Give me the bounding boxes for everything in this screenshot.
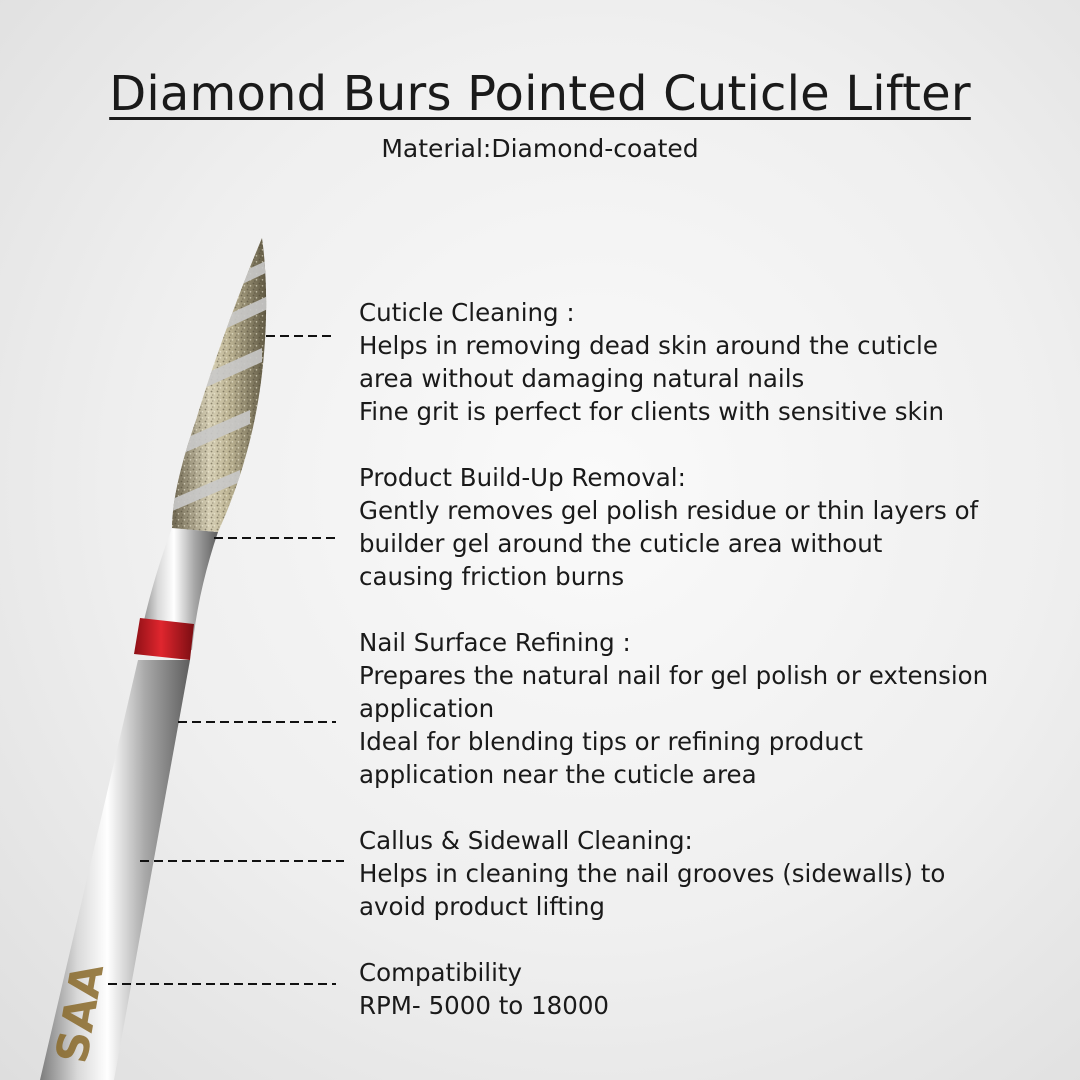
feature-line: area without damaging natural nails: [359, 364, 805, 393]
bur-diamond-head: [170, 238, 272, 532]
feature-title: Cuticle Cleaning :: [359, 298, 575, 327]
feature-surface-refining: [359, 626, 1049, 791]
material-subtitle: Material:Diamond-coated: [381, 134, 699, 163]
feature-line: RPM- 5000 to 18000: [359, 991, 610, 1020]
feature-line: application near the cuticle area: [359, 760, 757, 789]
feature-compatibility: [359, 956, 1049, 1022]
feature-cuticle-cleaning: [359, 296, 1049, 428]
feature-line: Ideal for blending tips or refining product: [359, 727, 863, 756]
feature-line: builder gel around the cuticle area without: [359, 529, 883, 558]
feature-title: Compatibility: [359, 958, 523, 987]
feature-line: Helps in cleaning the nail grooves (sidewalls) to: [359, 859, 946, 888]
feature-title: Nail Surface Refining :: [359, 628, 631, 657]
feature-line: avoid product lifting: [359, 892, 605, 921]
feature-line: Prepares the natural nail for gel polish or extension: [359, 661, 989, 690]
feature-line: causing friction burns: [359, 562, 625, 591]
feature-sidewall-cleaning: [359, 824, 1049, 923]
feature-line: Helps in removing dead skin around the cuticle: [359, 331, 938, 360]
feature-line: Gently removes gel polish residue or thin layers of: [359, 496, 979, 525]
feature-build-up-removal: [359, 461, 1049, 593]
feature-title: Product Build-Up Removal:: [359, 463, 686, 492]
feature-title: Callus & Sidewall Cleaning:: [359, 826, 693, 855]
page-title: Diamond Burs Pointed Cuticle Lifter: [109, 66, 971, 122]
feature-line: application: [359, 694, 495, 723]
feature-line: Fine grit is perfect for clients with sensitive skin: [359, 397, 945, 426]
red-grit-band: [134, 618, 194, 660]
shank-engraving: SAA: [46, 959, 115, 1067]
